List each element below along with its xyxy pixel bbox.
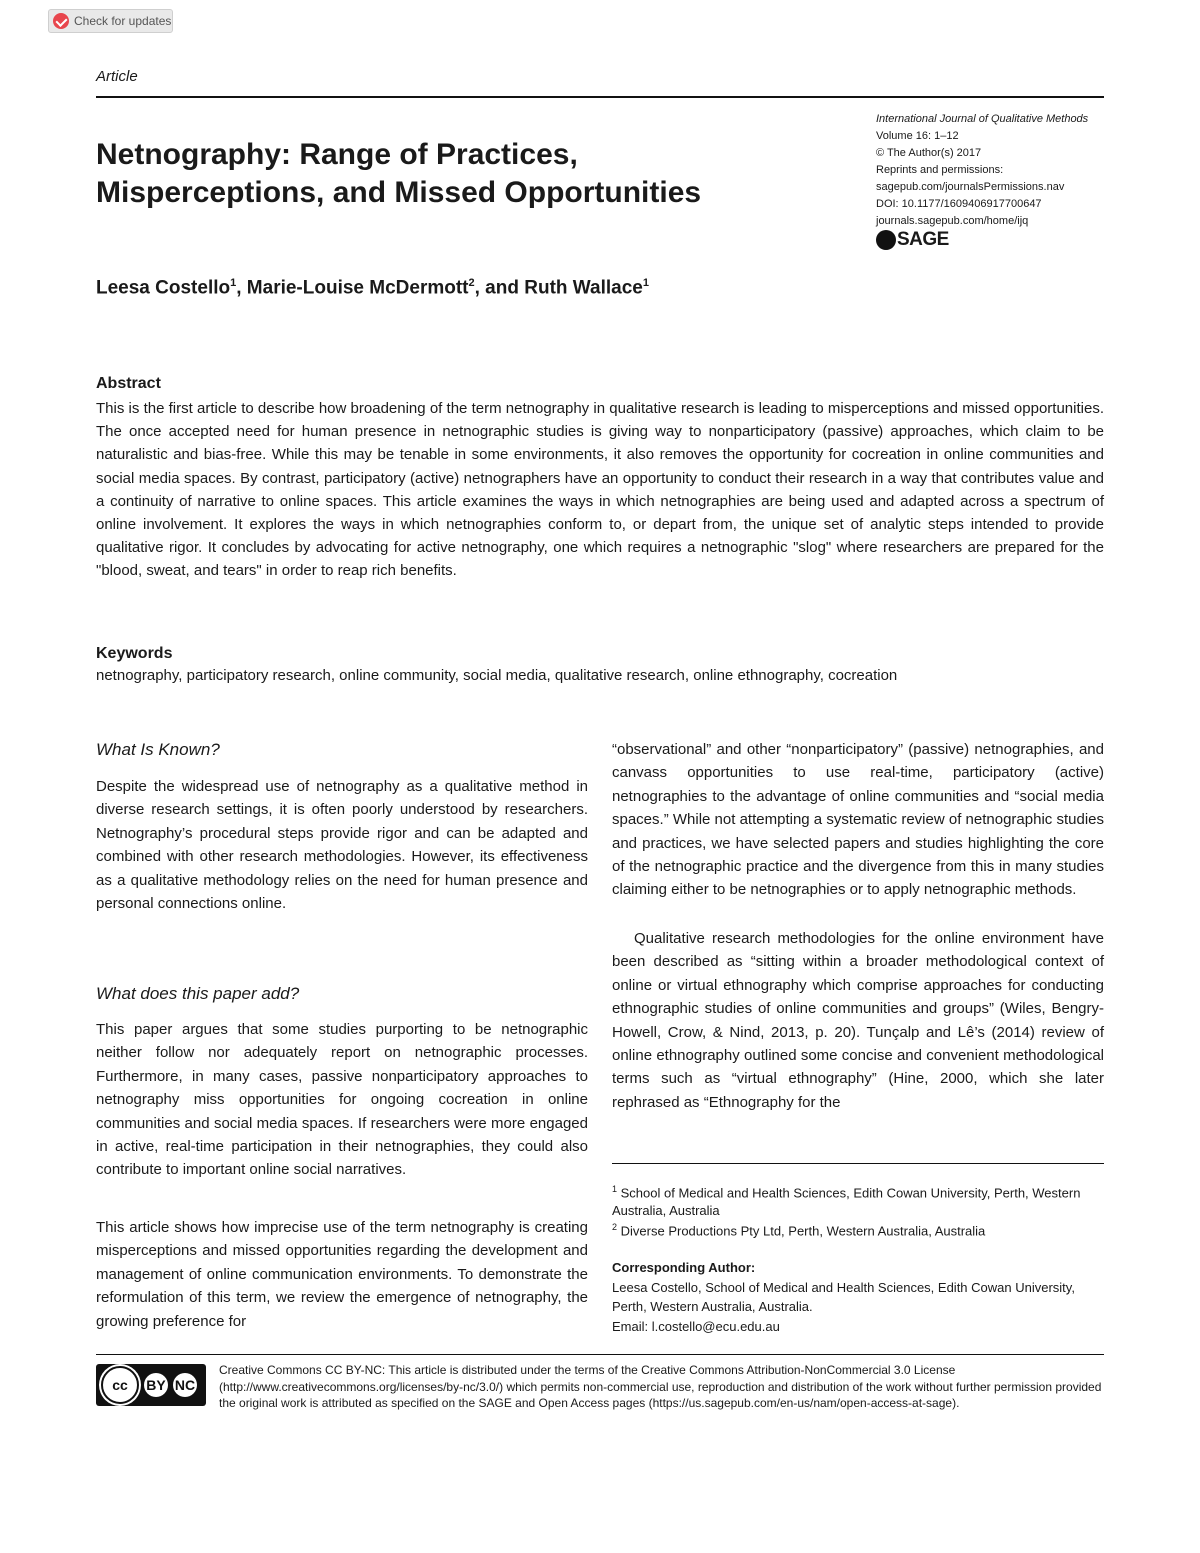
footnote-marker: 1 [612,1184,618,1194]
doi-link[interactable]: DOI: 10.1177/1609406917700647 [876,198,1042,210]
journal-meta [876,111,1116,230]
journal-home-link[interactable]: journals.sagepub.com/home/ijq [876,215,1029,227]
author-separator: , and [474,277,525,299]
page-title [96,136,836,212]
keywords-text: netnography, participatory research, online community, social media, qualitative research, online ethnography, cocreation [96,667,898,684]
permissions-link[interactable]: sagepub.com/journalsPermissions.nav [876,181,1065,193]
cc-icon: cc [101,1366,139,1404]
body-paragraph: “observational” and other “nonparticipatory” (passive) netnographies, and canvass opportunities to use real-time, participatory (active) netnographies to the advantage of online communities and “social media spaces.” While not attempting a systematic review of netnographic studies and practices, we have selected papers and studies highlighting the core of the netnographic practice and the divergence from this in many studies claiming either to be netnographies or to apply netnographic methods. [612,741,1104,899]
what-is-known-text: Despite the widespread use of netnography as a qualitative method in diverse research settings, it is often poorly understood by researchers. Netnography’s procedural steps provide rigor and can be adapted and combined with other research methodologies. However, its effectiveness as a qualitative methodology relies on the need for human presence and personal connections online. [96,778,588,913]
license-divider [96,1354,1104,1355]
sage-logo-icon [876,230,896,250]
nc-icon: NC [173,1373,197,1397]
footnote-1 [612,1180,1104,1220]
affiliation-marker: 1 [642,277,649,289]
body-paragraph: This article shows how imprecise use of the term netnography is creating misperceptions and missed opportunities regarding the development and management of online communication environments. To demonstrate the reformulation of this term, we review the emergence of netnography, the growing preference for [96,1219,588,1330]
footnote-marker: 2 [612,1222,618,1232]
check-circle-icon [53,13,69,29]
what-paper-adds-heading: What does this paper add? [96,984,300,1003]
journal-name: International Journal of Qualitative Methods [876,113,1089,125]
sage-logo [876,229,949,251]
check-for-updates-label: Check for updates [74,14,172,28]
title-line-1: Netnography: Range of Practices, [96,138,578,171]
copyright: © The Author(s) 2017 [876,147,982,159]
author-name: Marie-Louise McDermott [246,277,469,299]
reprints-label: Reprints and permissions: [876,164,1004,176]
journal-volume: Volume 16: 1–12 [876,130,959,142]
footnote-text: Diverse Productions Pty Ltd, Perth, Western Australia, Australia [620,1223,986,1239]
author-name: Ruth Wallace [524,277,643,299]
corresponding-author [612,1258,1104,1336]
sage-logo-text: SAGE [897,229,949,250]
body-paragraph: Qualitative research methodologies for the online environment have been described as “sitting within a broader methodological context of online or virtual ethnography which comprise approaches for conducting ethnographic studies of online communities and groups” (Wiles, Bengry-Howell, Crow, & Nind, 2013, p. 20). Tunçalp and Lê’s (2014) review of online ethnography outlined some concise and convenient methodological terms such as “virtual ethnography” (Hine, 2000, which she later rephrased as “Ethnography for the [612,930,1104,1111]
license-text: Creative Commons CC BY-NC: This article is distributed under the terms of the Creative Commons Attribution-NonCommercial 3.0 License (http://www.creativecommons.org/licenses/by-nc/3.0/) which permits non-commercial use, reproduction and distribution of the work without further permission provided the original work is attributed as specified on the SAGE and Open Access pages (https://us.sagepub.com/en-us/nam/open-access-at-sage). [219,1363,1102,1410]
corresponding-author-email[interactable]: Email: l.costello@ecu.edu.au [612,1318,780,1334]
footnote-2 [612,1218,1104,1240]
keywords-heading: Keywords [96,645,173,662]
abstract-text: This is the first article to describe how broadening of the term netnography in qualitative research is leading to misperceptions and missed opportunities. The once accepted need for human presence in netnographic studies is giving way to nonparticipatory (passive) approaches, which claim to be naturalistic and bias-free. While this may be tenable in some environments, it also removes the opportunity for cocreation in online communities and social media spaces. By contrast, participatory (active) netnographers have an opportunity to conduct their research in a way that contributes value and a continuity of narrative to online spaces. This article examines the ways in which netnographies are being used and adapted across a spectrum of online involvement. It explores the ways in which netnographies conform to, or depart from, the unique set of analytic steps intended to provide qualitative rigor. It concludes by advocating for active netnography, one which requires a netnographic "slog" where researchers are prepared for the "blood, sweat, and tears" in order to reap rich benefits. [96,400,1104,580]
check-for-updates-button[interactable] [48,9,173,33]
footnote-text: School of Medical and Health Sciences, Edith Cowan University, Perth, Western Australia, Australia [612,1185,1081,1219]
corresponding-author-address: Leesa Costello, School of Medical and Health Sciences, Edith Cowan University, Perth, Western Australia, Australia. [612,1279,1075,1314]
title-line-2: Misperceptions, and Missed Opportunities [96,176,702,209]
affiliation-marker: 2 [468,277,475,289]
corresponding-author-heading: Corresponding Author: [612,1260,756,1275]
affiliation-marker: 1 [230,277,237,289]
what-paper-adds-text: This paper argues that some studies purporting to be netnographic neither follow nor adequately report on netnographic processes. Furthermore, in many cases, passive nonparticipatory approaches to netnography miss opportunities for ongoing cocreation in online communities and social media spaces. If researchers were more engaged in active, real-time participation in their netnographies, they could also contribute to important online social narratives. [96,1021,588,1179]
author-list [96,277,649,299]
author-name: Leesa Costello [96,277,231,299]
author-separator: , [236,277,247,299]
header-divider [96,96,1104,98]
abstract-heading: Abstract [96,375,161,392]
cc-license-badge[interactable] [96,1364,206,1406]
by-icon: BY [144,1373,168,1397]
article-type-label: Article [96,68,138,85]
footnote-divider [612,1163,1104,1164]
what-is-known-heading: What Is Known? [96,740,220,759]
